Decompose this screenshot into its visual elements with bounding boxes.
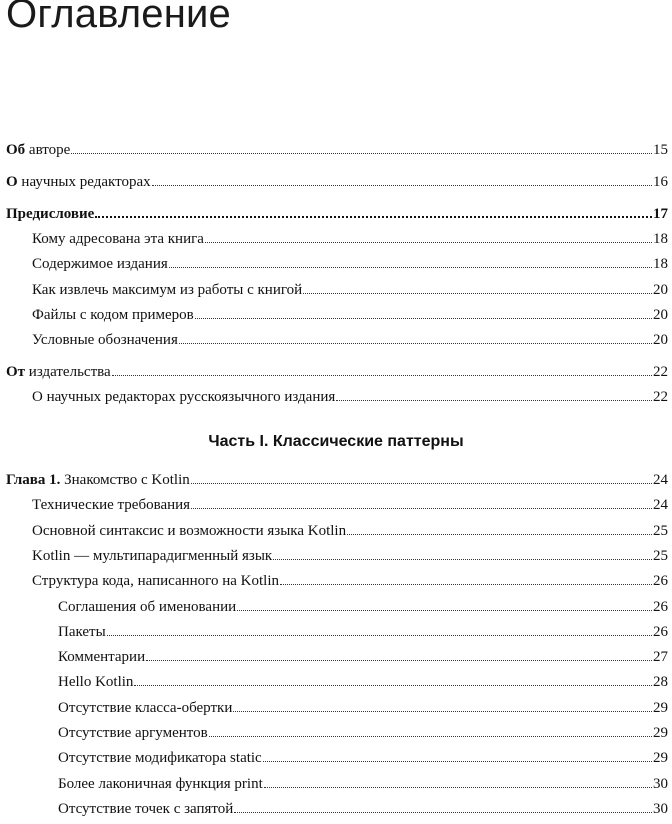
toc-entry-page-number: 26 [653, 573, 668, 589]
toc-entry-title: Предисловие [6, 206, 95, 222]
toc-entry-title: Отсутствие класса-обертки [58, 700, 233, 716]
dot-leader [152, 185, 652, 186]
toc-entry-label [6, 140, 70, 160]
toc-entry-page-number: 20 [653, 332, 668, 348]
toc-entry-label [6, 470, 190, 490]
toc-entry[interactable] [6, 172, 668, 192]
dot-leader [95, 216, 652, 218]
dot-leader [336, 400, 652, 401]
toc-entry-label [58, 774, 263, 794]
toc-entry[interactable] [32, 280, 668, 300]
toc-entry-title: Знакомство с Kotlin [60, 472, 190, 488]
toc-entry-prefix: От [6, 364, 26, 380]
toc-entry-title: Kotlin — мультипарадигменный язык [32, 548, 273, 564]
dot-leader [205, 242, 652, 243]
toc-entry-title: Основной синтаксис и возможности языка Kotlin [32, 523, 347, 539]
toc-entry-page-number: 17 [653, 206, 668, 222]
toc-entry[interactable] [32, 571, 668, 591]
dot-leader [191, 508, 652, 509]
toc-entry[interactable] [58, 597, 668, 617]
toc-entry-page-number: 24 [653, 472, 668, 488]
toc-entry-label [58, 672, 133, 692]
toc-entry[interactable] [32, 254, 668, 274]
toc-entry-page-number: 20 [653, 282, 668, 298]
dot-leader [134, 685, 652, 686]
dot-leader [237, 610, 652, 611]
toc-entry-title: Отсутствие аргументов [58, 725, 208, 741]
toc-entry[interactable] [32, 330, 668, 350]
toc-entry-label [32, 521, 346, 541]
toc-entry[interactable] [32, 387, 668, 407]
toc-entry-label [58, 698, 232, 718]
toc-entry-page-number: 29 [653, 700, 668, 716]
toc-entry-page-number: 25 [653, 523, 668, 539]
toc-entry-page-number: 24 [653, 497, 668, 513]
toc-entry-title: научных редакторах [17, 174, 151, 190]
toc-entry[interactable] [6, 470, 668, 490]
dot-leader [264, 787, 652, 788]
toc-entry-title: авторе [25, 142, 71, 158]
toc-entry[interactable] [58, 672, 668, 692]
toc-entry-label [32, 254, 168, 274]
dot-leader [347, 534, 652, 535]
toc-entry-page-number: 30 [653, 776, 668, 792]
toc-entry-page-number: 27 [653, 649, 668, 665]
dot-leader [209, 736, 652, 737]
toc-entry-label [58, 647, 145, 667]
dot-leader [273, 559, 652, 560]
toc-entry-label [58, 622, 106, 642]
dot-leader [303, 293, 652, 294]
toc-entry-title: Как извлечь максимум из работы с книгой [32, 282, 303, 298]
toc-entry-label [58, 799, 233, 819]
toc-entry-label [58, 597, 236, 617]
toc-entry-label [32, 280, 302, 300]
toc-entry-page-number: 29 [653, 725, 668, 741]
toc-entry[interactable] [32, 495, 668, 515]
toc-entry-title: Файлы с кодом примеров [32, 307, 194, 323]
toc-entry-title: издательства [25, 364, 111, 380]
dot-leader [191, 483, 652, 484]
toc-entry-title: Структура кода, написанного на Kotlin [32, 573, 279, 589]
toc-entry-label [32, 330, 178, 350]
toc-entry[interactable] [58, 698, 668, 718]
dot-leader [195, 318, 652, 319]
toc-entry-page-number: 28 [653, 674, 668, 690]
toc-entry-prefix: Об [6, 142, 26, 158]
dot-leader [179, 343, 652, 344]
toc-entry-label [32, 387, 335, 407]
toc-entry-prefix: Глава 1. [6, 472, 61, 488]
toc-entry-label [32, 305, 194, 325]
dot-leader [107, 635, 652, 636]
toc-entry-label [58, 748, 262, 768]
dot-leader [280, 584, 652, 585]
toc-entry[interactable] [6, 362, 668, 382]
dot-leader [233, 711, 652, 712]
toc-entry-title: Технические требования [32, 497, 191, 513]
toc-entry[interactable] [32, 305, 668, 325]
dot-leader [112, 375, 652, 376]
page-title: Оглавление [6, 0, 232, 36]
toc-entry-label [6, 204, 94, 224]
toc-entry-page-number: 22 [653, 364, 668, 380]
toc-entry[interactable] [58, 799, 668, 819]
toc-entry-title: Содержимое издания [32, 256, 168, 272]
toc-entry[interactable] [58, 647, 668, 667]
toc-entry-label [32, 546, 272, 566]
toc-entry-title: Отсутствие модификатора static [58, 750, 262, 766]
toc-entry-page-number: 15 [653, 142, 668, 158]
toc-entry-label [32, 495, 190, 515]
toc-entry[interactable] [32, 546, 668, 566]
part-heading: Часть I. Классические паттерны [208, 433, 464, 450]
toc-entry-page-number: 26 [653, 599, 668, 615]
toc-entry-label [6, 172, 151, 192]
toc-entry[interactable] [58, 774, 668, 794]
toc-entry-prefix: О [6, 174, 18, 190]
toc-entry[interactable] [6, 204, 668, 224]
toc-entry[interactable] [6, 140, 668, 160]
toc-entry[interactable] [58, 723, 668, 743]
toc-entry-page-number: 16 [653, 174, 668, 190]
toc-entry-label [32, 229, 204, 249]
dot-leader [71, 153, 652, 154]
toc-entry-title: Условные обозначения [32, 332, 178, 348]
dot-leader [146, 660, 652, 661]
toc-entry-title: Пакеты [58, 624, 106, 640]
toc-entry-label [58, 723, 208, 743]
toc-entry-page-number: 22 [653, 389, 668, 405]
toc-entry-title: Hello Kotlin [58, 674, 134, 690]
toc-entry-page-number: 18 [653, 231, 668, 247]
toc-entry[interactable] [58, 748, 668, 768]
toc-entry-page-number: 25 [653, 548, 668, 564]
toc-entry-page-number: 26 [653, 624, 668, 640]
toc-entry-title: Комментарии [58, 649, 146, 665]
toc-entry-label [32, 571, 279, 591]
toc-entry-title: Отсутствие точек с запятой [58, 801, 234, 817]
toc-entry-page-number: 18 [653, 256, 668, 272]
toc-entry-title: Более лаконичная функция print [58, 776, 263, 792]
toc-entry-page-number: 30 [653, 801, 668, 817]
toc-entry-page-number: 29 [653, 750, 668, 766]
toc-entry-title: Кому адресована эта книга [32, 231, 204, 247]
toc-entry-label [6, 362, 111, 382]
dot-leader [263, 761, 652, 762]
dot-leader [169, 267, 652, 268]
toc-entry[interactable] [32, 521, 668, 541]
toc-entry[interactable] [32, 229, 668, 249]
toc-entry-page-number: 20 [653, 307, 668, 323]
toc-entry-title: О научных редакторах русскоязычного издания [32, 389, 336, 405]
toc-entry-title: Соглашения об именовании [58, 599, 237, 615]
toc-entry[interactable] [58, 622, 668, 642]
dot-leader [234, 812, 652, 813]
